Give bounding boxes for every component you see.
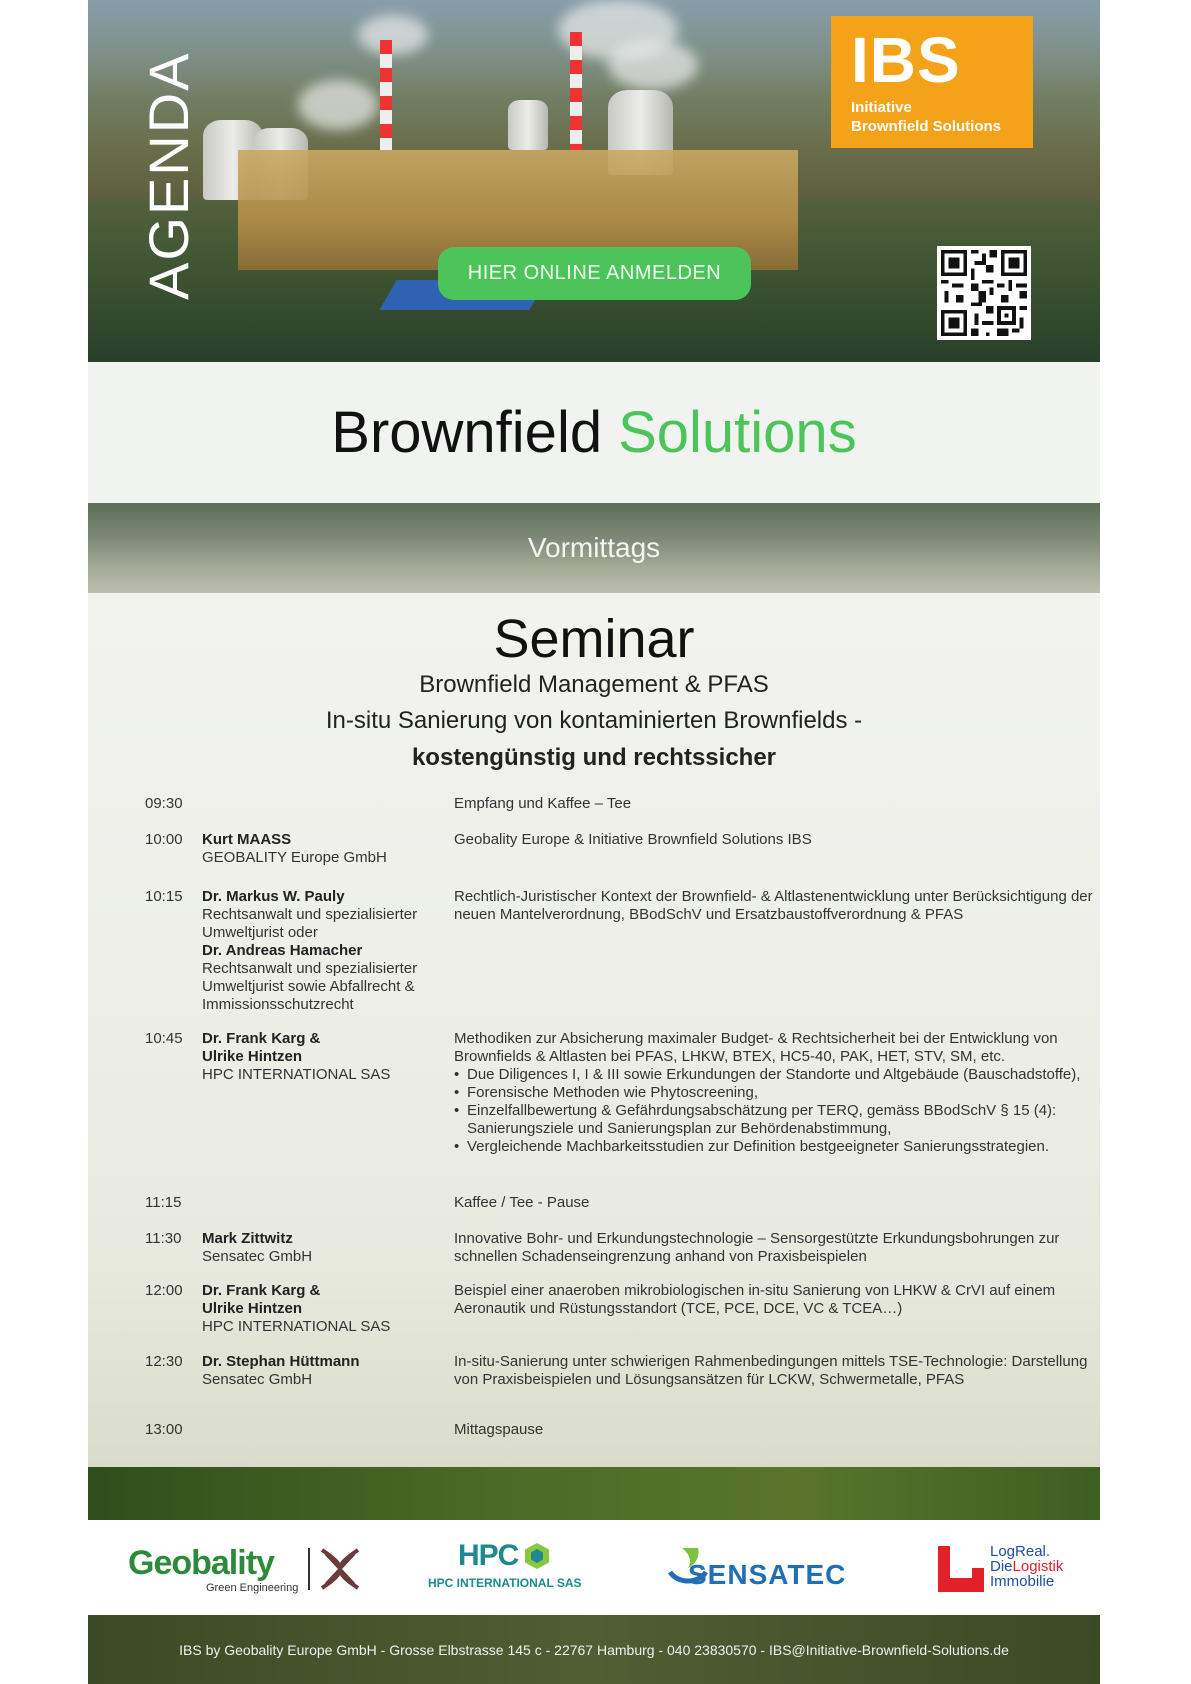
agenda-speaker	[202, 1282, 442, 1336]
bullet-item: • Due Diligences I, I & III sowie Erkundungen der Standorte und Altgebäude (Bauschadstoffe),	[467, 1066, 1094, 1084]
hpc-logo-sub: HPC INTERNATIONAL SAS	[428, 1576, 582, 1590]
agenda-bullets	[454, 1066, 1094, 1156]
agenda-time: 10:00	[145, 831, 183, 848]
speaker-name: Dr. Andreas Hamacher	[202, 942, 363, 959]
agenda-topic-text: Methodiken zur Absicherung maximaler Budget- & Rechtsicherheit bei der Entwicklung von Brownfields & Altlasten bei PFAS, LHKW, BTEX, HC5-40, PAK, HET, STV, SM, etc.	[454, 1030, 1058, 1065]
agenda-time: 12:00	[145, 1282, 183, 1299]
agenda-speaker	[202, 831, 442, 867]
geobality-mark-icon	[316, 1546, 364, 1592]
geobality-logo	[128, 1544, 368, 1594]
logreal-mark-icon	[938, 1546, 984, 1592]
geobality-logo-sub: Green Engineering	[206, 1582, 299, 1594]
speaker-org: Sensatec GmbH	[202, 1371, 313, 1388]
register-online-button[interactable]: HIER ONLINE ANMELDEN	[438, 247, 751, 300]
agenda-speaker	[202, 1030, 442, 1084]
speaker-name: Dr. Markus W. Pauly	[202, 888, 345, 905]
speaker-org: HPC INTERNATIONAL SAS	[202, 1318, 391, 1335]
qr-code-icon[interactable]	[937, 246, 1031, 340]
agenda-time: 11:15	[145, 1194, 182, 1211]
hpc-hexagon-icon	[523, 1542, 551, 1570]
hpc-logo-text: HPC	[458, 1539, 519, 1572]
speaker-org: HPC INTERNATIONAL SAS	[202, 1066, 391, 1083]
ibs-logo-line1: Initiative	[851, 99, 912, 116]
agenda-time: 09:30	[145, 795, 183, 812]
speaker-name: Kurt MAASS	[202, 831, 292, 848]
agenda-topic: Innovative Bohr- und Erkundungstechnologie – Sensorgestützte Erkundungsbohrungen zur schnellen Schadenseingrenzung anhand von Praxisbeispielen	[454, 1230, 1060, 1265]
speaker-name: Mark Zittwitz	[202, 1230, 293, 1247]
ibs-logo-line2: Brownfield Solutions	[851, 118, 1001, 135]
agenda-vertical-label: AGENDA	[137, 51, 200, 300]
footer-contact: IBS by Geobality Europe GmbH - Grosse Elbstrasse 145 c - 22767 Hamburg - 040 23830570 - IBS@Initiative-Brownfield-Solutions.de	[88, 1615, 1100, 1684]
agenda-time: 11:30	[145, 1230, 182, 1247]
agenda-topic: Kaffee / Tee - Pause	[454, 1194, 590, 1211]
sensatec-logo	[668, 1544, 868, 1594]
ibs-logo	[831, 16, 1033, 148]
speaker-org: GEOBALITY Europe GmbH	[202, 849, 387, 866]
title-part1: Brownfield	[331, 400, 603, 465]
partner-logos	[88, 1520, 1100, 1615]
agenda-topic: Beispiel einer anaeroben mikrobiologischen in-situ Sanierung von LHKW & CrVI auf einem Aeronautik und Rüstungsstandort (TCE, PCE, DCE, VC & TCEA…)	[454, 1282, 1056, 1317]
agenda-time: 13:00	[145, 1421, 183, 1438]
bullet-item: • Einzelfallbewertung & Gefährdungsabschätzung per TERQ, gemäss BBodSchV § 15 (4): Sanierungsziele und Sanierungsplan zur Behördenabstimmung,	[467, 1102, 1094, 1138]
agenda-topic: Rechtlich-Juristischer Kontext der Brownfield- & Altlastenentwicklung unter Berücksichtigung der neuen Mantelverordnung, BBodSchV und Ersatzbaustoffverordnung & PFAS	[454, 888, 1093, 923]
geobality-logo-text: Geobality	[128, 1544, 274, 1582]
ibs-logo-text: IBS	[851, 24, 961, 96]
agenda-topic: Mittagspause	[454, 1421, 544, 1438]
agenda-page	[88, 0, 1100, 1684]
bullet-item: • Vergleichende Machbarkeitsstudien zur Definition bestgeeigneter Sanierungsstrategien.	[467, 1138, 1094, 1156]
title-part2: Solutions	[618, 400, 857, 465]
speaker-name: Ulrike Hintzen	[202, 1048, 303, 1065]
logreal-logo	[938, 1543, 1078, 1596]
agenda-speaker	[202, 1353, 442, 1389]
hero-banner	[88, 0, 1100, 362]
seminar-title: Seminar	[493, 609, 695, 669]
speaker-name: Ulrike Hintzen	[202, 1300, 303, 1317]
agenda-topic	[454, 1030, 1094, 1156]
speaker-name: Dr. Stephan Hüttmann	[202, 1353, 360, 1370]
speaker-name: Dr. Frank Karg &	[202, 1030, 321, 1047]
sensatec-logo-text: SENSATEC	[688, 1559, 847, 1590]
agenda-topic: Empfang und Kaffee – Tee	[454, 795, 632, 812]
hpc-logo	[428, 1540, 598, 1600]
seminar-subtitle-2: In-situ Sanierung von kontaminierten Brownfields -	[325, 707, 863, 734]
logreal-logo-text	[990, 1544, 1063, 1589]
page-title	[88, 362, 1100, 503]
logreal-line2a: Die	[990, 1558, 1013, 1575]
agenda-time: 10:15	[145, 888, 183, 905]
logreal-line2b: Logistik	[1012, 1558, 1064, 1575]
agenda-time: 10:45	[145, 1030, 183, 1047]
bullet-item: • Forensische Methoden wie Phytoscreening,	[467, 1084, 1094, 1102]
speaker-name: Dr. Frank Karg &	[202, 1282, 321, 1299]
seminar-subtitle-3: kostengünstig und rechtssicher	[411, 744, 777, 771]
decorative-strip	[88, 1467, 1100, 1520]
speaker-org: Sensatec GmbH	[202, 1248, 313, 1265]
seminar-subtitle-1: Brownfield Management & PFAS	[419, 671, 769, 698]
agenda-speaker	[202, 1230, 442, 1266]
agenda-topic: Geobality Europe & Initiative Brownfield Solutions IBS	[454, 831, 812, 848]
logreal-line3: Immobilie	[990, 1573, 1055, 1590]
agenda-time: 12:30	[145, 1353, 183, 1370]
section-label: Vormittags	[88, 503, 1100, 593]
agenda-speaker	[202, 888, 442, 1014]
speaker-org: Rechtsanwalt und spezialisierter Umweltjurist sowie Abfallrecht & Immissionsschutzrecht	[202, 960, 418, 1013]
logreal-line1: LogReal.	[990, 1543, 1051, 1560]
speaker-org: Rechtsanwalt und spezialisierter Umweltjurist oder	[202, 906, 418, 941]
agenda-topic: In-situ-Sanierung unter schwierigen Rahmenbedingungen mittels TSE-Technologie: Darstellung von Praxisbeispielen und Lösungsansätzen für LCKW, Schwermetalle, PFAS	[454, 1353, 1088, 1388]
